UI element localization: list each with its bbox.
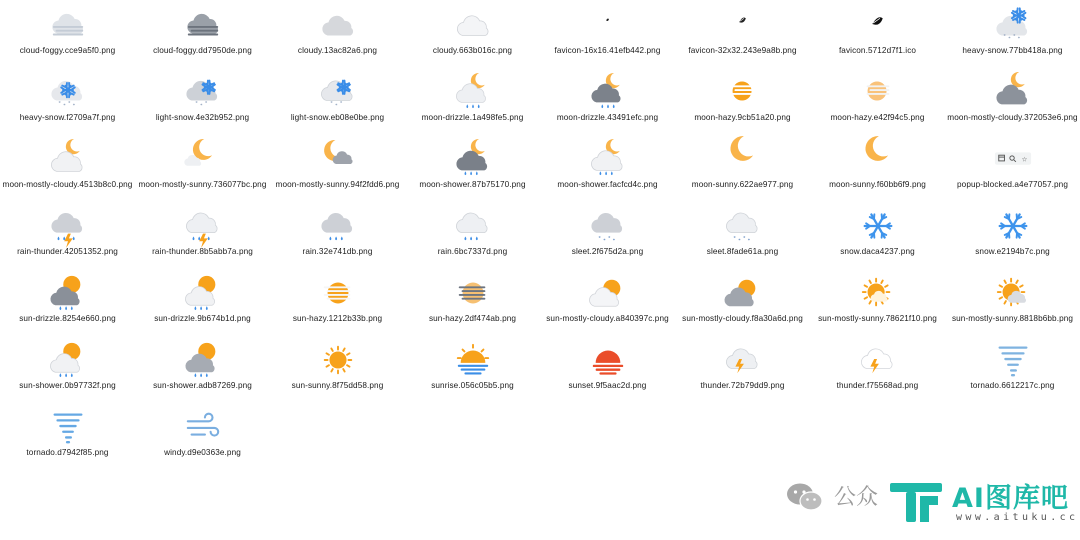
- sun-mostly-cloudy-icon: [589, 274, 627, 312]
- file-item[interactable]: [945, 335, 1080, 402]
- sleet-icon: [589, 207, 627, 245]
- file-thumbnail[interactable]: [318, 341, 358, 379]
- file-item[interactable]: [675, 0, 810, 67]
- file-item[interactable]: [945, 67, 1080, 134]
- file-name: tornado.6612217c.png: [970, 381, 1055, 390]
- svg-text:*: *: [329, 101, 333, 107]
- moon-icon: [859, 140, 897, 178]
- file-thumbnail[interactable]: [858, 73, 898, 111]
- file-thumbnail[interactable]: [858, 6, 898, 44]
- svg-text:*: *: [58, 101, 61, 107]
- file-name: moon-mostly-cloudy.4513b8c0.png: [2, 180, 133, 189]
- moon-shower-icon: [454, 140, 492, 178]
- svg-text:*: *: [747, 239, 750, 245]
- tornado-icon: [49, 408, 87, 446]
- file-item[interactable]: [810, 268, 945, 335]
- file-thumbnail[interactable]: [993, 207, 1033, 245]
- file-name: rain.6bc7337d.png: [437, 247, 508, 256]
- file-name: sun-drizzle.9b674b1d.png: [154, 314, 251, 323]
- file-item[interactable]: [675, 268, 810, 335]
- svg-text:*: *: [733, 236, 736, 242]
- file-thumbnail[interactable]: [183, 274, 223, 312]
- file-item[interactable]: [675, 335, 810, 402]
- file-item[interactable]: [405, 335, 540, 402]
- file-item[interactable]: [0, 335, 135, 402]
- file-item[interactable]: [810, 67, 945, 134]
- svg-text:*: *: [204, 101, 207, 107]
- file-name: moon-mostly-sunny.94f2fdd6.png: [275, 180, 400, 189]
- cloud-icon: [319, 6, 357, 44]
- file-thumbnail[interactable]: [318, 140, 358, 178]
- moon-mostly-cloudy-icon: [49, 140, 87, 178]
- file-name: sleet.8fade61a.png: [706, 247, 779, 256]
- moon-hazy-icon: [859, 73, 897, 111]
- file-item[interactable]: [405, 134, 540, 201]
- file-item[interactable]: [810, 335, 945, 402]
- svg-text:*: *: [199, 104, 203, 110]
- file-item[interactable]: [0, 134, 135, 201]
- file-name: rain-thunder.42051352.png: [17, 247, 118, 256]
- file-item[interactable]: [135, 201, 270, 268]
- snowflake-icon: [994, 207, 1032, 245]
- heavy-snow-icon: [994, 6, 1032, 44]
- file-name: moon-hazy.9cb51a20.png: [694, 113, 791, 122]
- file-item[interactable]: [540, 67, 675, 134]
- file-name: heavy-snow.77bb418a.png: [962, 46, 1063, 55]
- rain-icon: [319, 207, 357, 245]
- file-name: rain.32e741db.png: [302, 247, 373, 256]
- file-thumbnail[interactable]: [318, 207, 358, 245]
- svg-text:*: *: [742, 236, 745, 242]
- file-thumbnail[interactable]: [318, 6, 358, 44]
- file-item[interactable]: [405, 201, 540, 268]
- file-item[interactable]: [540, 268, 675, 335]
- file-thumbnail[interactable]: [993, 140, 1033, 178]
- popup-blocked-icon: [994, 140, 1032, 178]
- file-item[interactable]: [0, 402, 135, 469]
- file-thumbnail[interactable]: [993, 274, 1033, 312]
- file-name: light-snow.4e32b952.png: [155, 113, 250, 122]
- file-item[interactable]: [675, 67, 810, 134]
- file-name: moon-drizzle.43491efc.png: [556, 113, 659, 122]
- watermark: [780, 476, 1080, 526]
- file-name: snow.e2194b7c.png: [975, 247, 1050, 256]
- sunset-icon: [589, 341, 627, 379]
- file-thumbnail[interactable]: [858, 140, 898, 178]
- file-thumbnail[interactable]: [723, 73, 763, 111]
- file-name: moon-shower.facfcd4c.png: [557, 180, 658, 189]
- file-thumbnail[interactable]: [723, 140, 763, 178]
- file-name: thunder.f75568ad.png: [836, 381, 919, 390]
- file-thumbnail[interactable]: [183, 341, 223, 379]
- file-name: cloudy.13ac82a6.png: [297, 46, 378, 55]
- file-item[interactable]: [540, 134, 675, 201]
- file-name: sun-mostly-sunny.78621f10.png: [818, 314, 937, 323]
- file-thumbnail[interactable]: [588, 140, 628, 178]
- file-thumbnail[interactable]: [453, 140, 493, 178]
- svg-text:*: *: [598, 236, 601, 242]
- file-thumbnail[interactable]: [588, 341, 628, 379]
- snowflake-icon: [859, 207, 897, 245]
- file-thumbnail[interactable]: [993, 341, 1033, 379]
- file-item[interactable]: [810, 0, 945, 67]
- moon-mostly-sunny-icon: [319, 140, 357, 178]
- file-name: cloud-foggy.dd7950de.png: [153, 46, 252, 55]
- cloud-icon: [454, 6, 492, 44]
- sun-hazy-icon: [454, 274, 492, 312]
- file-item[interactable]: [405, 67, 540, 134]
- file-name: sun-shower.0b97732f.png: [19, 381, 116, 390]
- file-name: moon-sunny.622ae977.png: [691, 180, 794, 189]
- thunder-icon: [859, 341, 897, 379]
- file-thumbnail[interactable]: [993, 6, 1033, 44]
- sun-shower-icon: [184, 341, 222, 379]
- moon-icon: [724, 140, 762, 178]
- watermark-brand: AI图库吧: [952, 483, 1069, 514]
- sun-mostly-sunny-icon: [859, 274, 897, 312]
- file-name: cloudy.663b016c.png: [432, 46, 513, 55]
- sun-drizzle-icon: [49, 274, 87, 312]
- sleet-icon: [724, 207, 762, 245]
- file-thumbnail[interactable]: [453, 207, 493, 245]
- file-thumbnail[interactable]: [48, 341, 88, 379]
- light-snow-icon: [319, 73, 357, 111]
- sun-shower-icon: [49, 341, 87, 379]
- sun-drizzle-icon: [184, 274, 222, 312]
- file-thumbnail[interactable]: [318, 274, 358, 312]
- file-thumbnail[interactable]: [48, 73, 88, 111]
- leaf-icon: [724, 6, 762, 44]
- moon-mostly-sunny-icon: [184, 140, 222, 178]
- file-name: favicon-32x32.243e9a8b.png: [688, 46, 797, 55]
- sun-mostly-sunny-icon: [994, 274, 1032, 312]
- svg-text:*: *: [607, 236, 610, 242]
- svg-text:*: *: [339, 101, 342, 107]
- watermark-public-text: 公众: [834, 485, 879, 510]
- file-item[interactable]: [945, 201, 1080, 268]
- file-name: tornado.d7942f85.png: [26, 448, 109, 457]
- file-thumbnail[interactable]: [48, 6, 88, 44]
- thunder-icon: [724, 341, 762, 379]
- file-item[interactable]: [0, 268, 135, 335]
- file-name: sun-hazy.1212b33b.png: [292, 314, 383, 323]
- watermark-site: www.aituku.cc: [956, 512, 1079, 523]
- file-name: heavy-snow.f2709a7f.png: [19, 113, 116, 122]
- svg-text:*: *: [1017, 37, 1020, 43]
- file-thumbnail[interactable]: [183, 6, 223, 44]
- file-thumbnail[interactable]: [48, 408, 88, 446]
- file-name: cloud-foggy.cce9a5f0.png: [19, 46, 116, 55]
- file-item[interactable]: [270, 0, 405, 67]
- file-thumbnail[interactable]: [723, 207, 763, 245]
- file-item[interactable]: [270, 335, 405, 402]
- leaf-icon: [859, 6, 897, 44]
- file-item[interactable]: [540, 201, 675, 268]
- file-thumbnail[interactable]: [183, 408, 223, 446]
- svg-text:*: *: [602, 239, 606, 245]
- svg-text:*: *: [334, 104, 338, 110]
- file-name: sun-hazy.2df474ab.png: [428, 314, 517, 323]
- file-name: sunrise.056c05b5.png: [431, 381, 514, 390]
- file-name: sun-mostly-sunny.8818b6bb.png: [951, 314, 1074, 323]
- file-name: sun-mostly-cloudy.f8a30a6d.png: [682, 314, 803, 323]
- aituku-logo-icon: [888, 480, 946, 524]
- file-item[interactable]: [675, 134, 810, 201]
- file-item[interactable]: [810, 134, 945, 201]
- file-thumbnail[interactable]: [48, 274, 88, 312]
- leaf-icon: [589, 6, 627, 44]
- file-thumbnail[interactable]: [453, 6, 493, 44]
- moon-hazy-icon: [724, 73, 762, 111]
- heavy-snow-icon: [49, 73, 87, 111]
- file-thumbnail[interactable]: [453, 73, 493, 111]
- file-item[interactable]: [270, 268, 405, 335]
- file-thumbnail[interactable]: [318, 73, 358, 111]
- file-thumbnail[interactable]: [588, 207, 628, 245]
- svg-text:*: *: [612, 239, 615, 245]
- file-name: moon-sunny.f60bb6f9.png: [829, 180, 926, 189]
- file-item[interactable]: [135, 134, 270, 201]
- file-name: moon-mostly-cloudy.372053e6.png: [947, 113, 1078, 122]
- svg-text:*: *: [1003, 34, 1006, 40]
- file-thumbnail[interactable]: [858, 274, 898, 312]
- file-thumbnail[interactable]: [588, 274, 628, 312]
- file-item[interactable]: [0, 0, 135, 67]
- cloud-foggy-icon: [184, 6, 222, 44]
- file-item[interactable]: [405, 268, 540, 335]
- file-name: sun-sunny.8f75dd58.png: [291, 381, 384, 390]
- file-item[interactable]: [945, 0, 1080, 67]
- file-thumbnail[interactable]: [453, 341, 493, 379]
- file-item[interactable]: [270, 67, 405, 134]
- file-item[interactable]: [135, 335, 270, 402]
- svg-text:*: *: [1007, 37, 1011, 43]
- file-name: sun-drizzle.8254e660.png: [19, 314, 116, 323]
- file-item[interactable]: [945, 268, 1080, 335]
- file-thumbnail[interactable]: [453, 274, 493, 312]
- moon-shower-icon: [589, 140, 627, 178]
- file-thumbnail[interactable]: [858, 341, 898, 379]
- file-thumbnail[interactable]: [993, 73, 1033, 111]
- file-name: favicon-16x16.41efb442.png: [554, 46, 661, 55]
- svg-text:*: *: [72, 104, 75, 110]
- svg-text:*: *: [62, 104, 66, 110]
- file-thumbnail[interactable]: [183, 73, 223, 111]
- file-item[interactable]: [0, 67, 135, 134]
- cloud-foggy-icon: [49, 6, 87, 44]
- file-thumbnail[interactable]: [183, 207, 223, 245]
- rain-thunder-icon: [49, 207, 87, 245]
- file-name: moon-shower.87b75170.png: [419, 180, 526, 189]
- rain-thunder-icon: [184, 207, 222, 245]
- file-thumbnail[interactable]: [183, 140, 223, 178]
- file-thumbnail[interactable]: [588, 73, 628, 111]
- sun-icon: [319, 341, 357, 379]
- file-item[interactable]: [540, 335, 675, 402]
- file-item[interactable]: [810, 201, 945, 268]
- file-thumbnail[interactable]: [588, 6, 628, 44]
- svg-text:*: *: [737, 239, 741, 245]
- sun-mostly-cloudy-icon: [724, 274, 762, 312]
- svg-text:*: *: [194, 101, 198, 107]
- wind-icon: [184, 408, 222, 446]
- file-item[interactable]: [405, 0, 540, 67]
- file-item[interactable]: [945, 134, 1080, 201]
- file-thumbnail[interactable]: [48, 207, 88, 245]
- file-item[interactable]: [135, 268, 270, 335]
- file-name: sunset.9f5aac2d.png: [568, 381, 647, 390]
- file-name: sun-mostly-cloudy.a840397c.png: [546, 314, 669, 323]
- file-item[interactable]: [675, 201, 810, 268]
- file-name: moon-mostly-sunny.736077bc.png: [138, 180, 267, 189]
- file-item[interactable]: [270, 201, 405, 268]
- sun-hazy-icon: [319, 274, 357, 312]
- svg-text:☆: ☆: [1021, 155, 1028, 164]
- svg-text:*: *: [67, 101, 70, 107]
- file-thumbnail[interactable]: [723, 341, 763, 379]
- file-name: rain-thunder.8b5abb7a.png: [152, 247, 253, 256]
- file-thumbnail[interactable]: [48, 140, 88, 178]
- tornado-icon: [994, 341, 1032, 379]
- light-snow-icon: [184, 73, 222, 111]
- file-item[interactable]: [540, 0, 675, 67]
- file-name: moon-drizzle.1a498fe5.png: [421, 113, 524, 122]
- sunrise-icon: [454, 341, 492, 379]
- file-item[interactable]: [135, 67, 270, 134]
- file-name: thunder.72b79dd9.png: [700, 381, 785, 390]
- file-item[interactable]: [135, 0, 270, 67]
- file-name: moon-hazy.e42f94c5.png: [830, 113, 925, 122]
- file-name: sleet.2f675d2a.png: [571, 247, 644, 256]
- rain-icon: [454, 207, 492, 245]
- moon-drizzle-icon: [589, 73, 627, 111]
- file-item[interactable]: [135, 402, 270, 469]
- svg-text:*: *: [1012, 34, 1015, 40]
- file-thumbnail[interactable]: [858, 207, 898, 245]
- file-thumbnail[interactable]: [723, 274, 763, 312]
- moon-drizzle-icon: [454, 73, 492, 111]
- file-name: snow.daca4237.png: [840, 247, 915, 256]
- file-name: windy.d9e0363e.png: [164, 448, 241, 457]
- file-name: popup-blocked.a4e77057.png: [957, 180, 1068, 189]
- file-name: light-snow.eb08e0be.png: [290, 113, 385, 122]
- moon-mostly-cloudy-icon: [994, 73, 1032, 111]
- file-name: favicon.5712d7f1.ico: [838, 46, 917, 55]
- file-item[interactable]: [270, 134, 405, 201]
- file-thumbnail[interactable]: [723, 6, 763, 44]
- file-item[interactable]: [0, 201, 135, 268]
- wechat-icon: [786, 482, 824, 512]
- file-name: sun-shower.adb87269.png: [153, 381, 252, 390]
